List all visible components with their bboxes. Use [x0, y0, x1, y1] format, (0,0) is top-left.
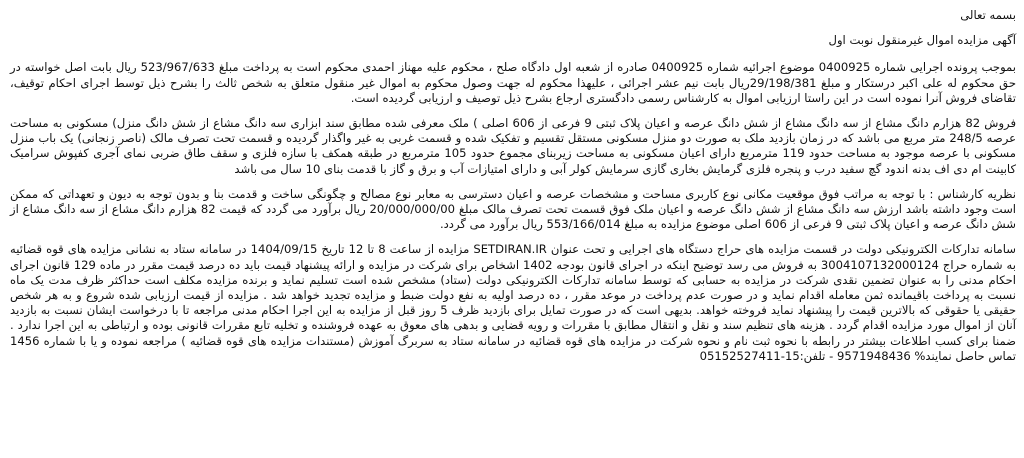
notice-paragraph-appraisal: نظریه کارشناس : با توجه به مراتب فوق موقعیت مکانی نوع کاربری مساحت و مشخصات عرصه و اعیان دسترسی به معابر نوع مصالح و چگونگی ساخت و قدمت بنا و بدون توجه به دیون و تعهداتی که ممکن است وجود داشته باشد ارزش سه دانگ مشاع از شش دانگ عرصه و اعیان ملک فوق قسمت تحت تصرف مالک مبلغ 20/000/000/00 ریال برآورد می گردد که قیمت 82 هزارم دانگ مشاع از سه دانگ مشاع از شش دانگ عرصه و اعیان پلاک ثبتی 9 فرعی از 606 اصلی موضوع مزایده به مبلغ 553/166/014 ریال برآورد می گردد.: [10, 186, 1017, 232]
notice-title: آگهی مزایده اموال غیرمنقول نوبت اول: [828, 33, 1016, 48]
header-line: بسمه تعالی: [960, 8, 1016, 22]
notice-paragraph-auction-terms: سامانه تدارکات الکترونیکی دولت در قسمت مزایده های حراج دستگاه های اجرایی و تحت عنوان SETDIRAN.IR مزایده از ساعت 8 تا 12 تاریخ 1404/09/15 در سامانه ستاد به نشانی مزایده های قوه قضائیه به شماره حراج 3004107132000124 به فروش می رسد توضیح اینکه در اجرای قانون بودجه 1402 اشخاص برای شرکت در مزایده و ارائه پیشنهاد قیمت باید ده درصد قیمت مقرر در ماده 129 قانون اجرای احکام مدنی را به عنوان تضمین نقدی شرکت در مزایده به حسابی که توسط سامانه تدارکات الکترونیکی دولت (ستاد) مشخص شده است تسلیم نماید و برنده مزایده مکلف است حداکثر ظرف مدت یک ماه نسبت به پرداخت باقیمانده ثمن معامله اقدام نماید و در صورت عدم پرداخت در موعد مقرر ، ده درصد اولیه به نفع دولت ضبط و مزایده تجدید خواهد شد . مزایده از قیمت ارزیابی شده شروع و به هر شخص حقیقی یا حقوقی که بالاترین قیمت را پیشنهاد نماید فروخته خواهد. بدیهی است که در صورت تمایل برای بازدید ظرف 5 روز قبل از مزایده به این اجرا احکام مدنی مراجعه تا با درخواست ایشان نسبت به بازدید آنان از اموال مورد مزایده اقدام گردد . هزینه های تنظیم سند و نقل و انتقال مطابق با مقررات و رویه قضایی و بدهی های معوق به عهده فروشنده و تخلیه تابع مقررات قانونی بوده و ارتباطی به این اجرا ندارد . ضمنا برای کسب اطلاعات بیشتر در رابطه با نحوه ثبت نام و نحوه شرکت در مزایده های قوه قضائیه در سامانه ستاد به سربرگ آموزش (مستندات مزایده های قوه قضائیه ) مراجعه نموده و یا با شماره 1456 تماس حاصل نمایند% 9571948436 - تلفن:15-05152527411: [10, 242, 1016, 363]
notice-paragraph-case: بموجب پرونده اجرایی شماره 0400925 موضوع اجرائیه شماره 0400925 صادره از شعبه اول دادگاه صلح ، محکوم علیه مهناز احمدی محکوم است به پرداخت مبلغ 523/967/633 ریال بابت اصل خواسته در حق محکوم له علی اکبر درستکار و مبلغ 29/198/381ریال بابت نیم عشر اجرائی ، علیهذا محکوم له جهت وصول محکوم به اموال غیر منقول متعلق به شخص ثالث را بشرح ذیل توسط اجرای احکام توقیف، تقاضای فروش آنرا نموده است در این راستا ارزیابی اموال به کارشناس رسمی دادگستری ارجاع بشرح ذیل توصیف و ارزیابی گردیده است.: [10, 60, 1016, 105]
notice-paragraph-property: فروش 82 هزارم دانگ مشاع از سه دانگ مشاع از شش دانگ عرصه و اعیان پلاک ثبتی 9 فرعی از 606 اصلی ) ملک معرفی شده مطابق سند ابزاری سه دانگ مشاع از شش دانگ منزل) مسکونی به مساحت عرصه 248/5 متر مربع می باشد که در زمان بازدید ملک به صورت دو منزل مسکونی مستقل تقسیم و تفکیک شده و قسمت غربی به غیر واگذار گردیده و قسمت تحت تصرف مالک (ناصر زنجانی) یک باب منزل مسکونی با عرصه موجود به مساحت حدود 119 مترمربع دارای اعیان مسکونی به مساحت زیربنای مجموع حدود 105 مترمربع در طبقه همکف با سازه فلزی و سقف طاق ضربی نمای آجری کفپوش سرامیک کابینت ام دی اف بدنه اندود گچ سفید درب و پنجره فلزی گرمایش بخاری گازی سرمایش کولر آبی و دارای امتیازات آب و برق و گاز با قدمت بنای 10 سال می باشد: [10, 116, 1017, 176]
